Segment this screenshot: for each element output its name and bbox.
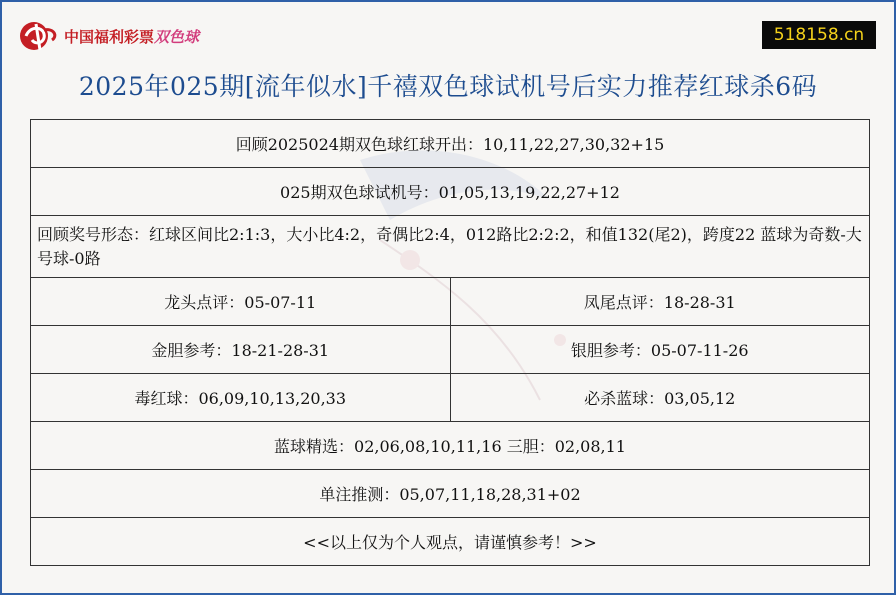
logo-text-accent: 双色球 bbox=[154, 27, 200, 46]
table-row bbox=[31, 278, 870, 326]
site-badge[interactable]: 518158.cn bbox=[762, 21, 876, 49]
lottery-logo bbox=[18, 20, 199, 52]
gold-gall-cell: 金胆参考：18-21-28-31 bbox=[31, 326, 451, 374]
table-row bbox=[31, 470, 870, 518]
dragon-head-cell: 龙头点评：05-07-11 bbox=[31, 278, 451, 326]
prediction-table bbox=[30, 119, 870, 566]
page-title: 2025年025期[流年似水]千禧双色球试机号后实力推荐红球杀6码 bbox=[78, 72, 818, 101]
test-numbers-cell: 025期双色球试机号：01,05,13,19,22,27+12 bbox=[31, 168, 870, 216]
logo-text-plain: 中国福利彩票 bbox=[64, 27, 155, 46]
table-row bbox=[31, 374, 870, 422]
single-bet-cell: 单注推测：05,07,11,18,28,31+02 bbox=[31, 470, 870, 518]
review-cell: 回顾2025024期双色球红球开出：10,11,22,27,30,32+15 bbox=[31, 120, 870, 168]
table-row bbox=[31, 422, 870, 470]
pattern-cell: 回顾奖号形态：红球区间比2:1:3，大小比4:2，奇偶比2:4，012路比2:2:2，和值132(尾2)，跨度22 蓝球为奇数-大号球-0路 bbox=[31, 216, 870, 278]
logo-text bbox=[64, 26, 199, 47]
table-row bbox=[31, 518, 870, 566]
table-row bbox=[31, 168, 870, 216]
disclaimer-cell: <<以上仅为个人观点，请谨慎参考！>> bbox=[31, 518, 870, 566]
welfare-lottery-icon bbox=[18, 20, 60, 52]
phoenix-tail-cell: 凤尾点评：18-28-31 bbox=[450, 278, 870, 326]
silver-gall-cell: 银胆参考：05-07-11-26 bbox=[450, 326, 870, 374]
poison-red-cell: 毒红球：06,09,10,13,20,33 bbox=[31, 374, 451, 422]
table-row bbox=[31, 120, 870, 168]
table-row bbox=[31, 326, 870, 374]
table-row bbox=[31, 216, 870, 278]
kill-blue-cell: 必杀蓝球：03,05,12 bbox=[450, 374, 870, 422]
blue-pick-cell: 蓝球精选：02,06,08,10,11,16 三胆：02,08,11 bbox=[31, 422, 870, 470]
